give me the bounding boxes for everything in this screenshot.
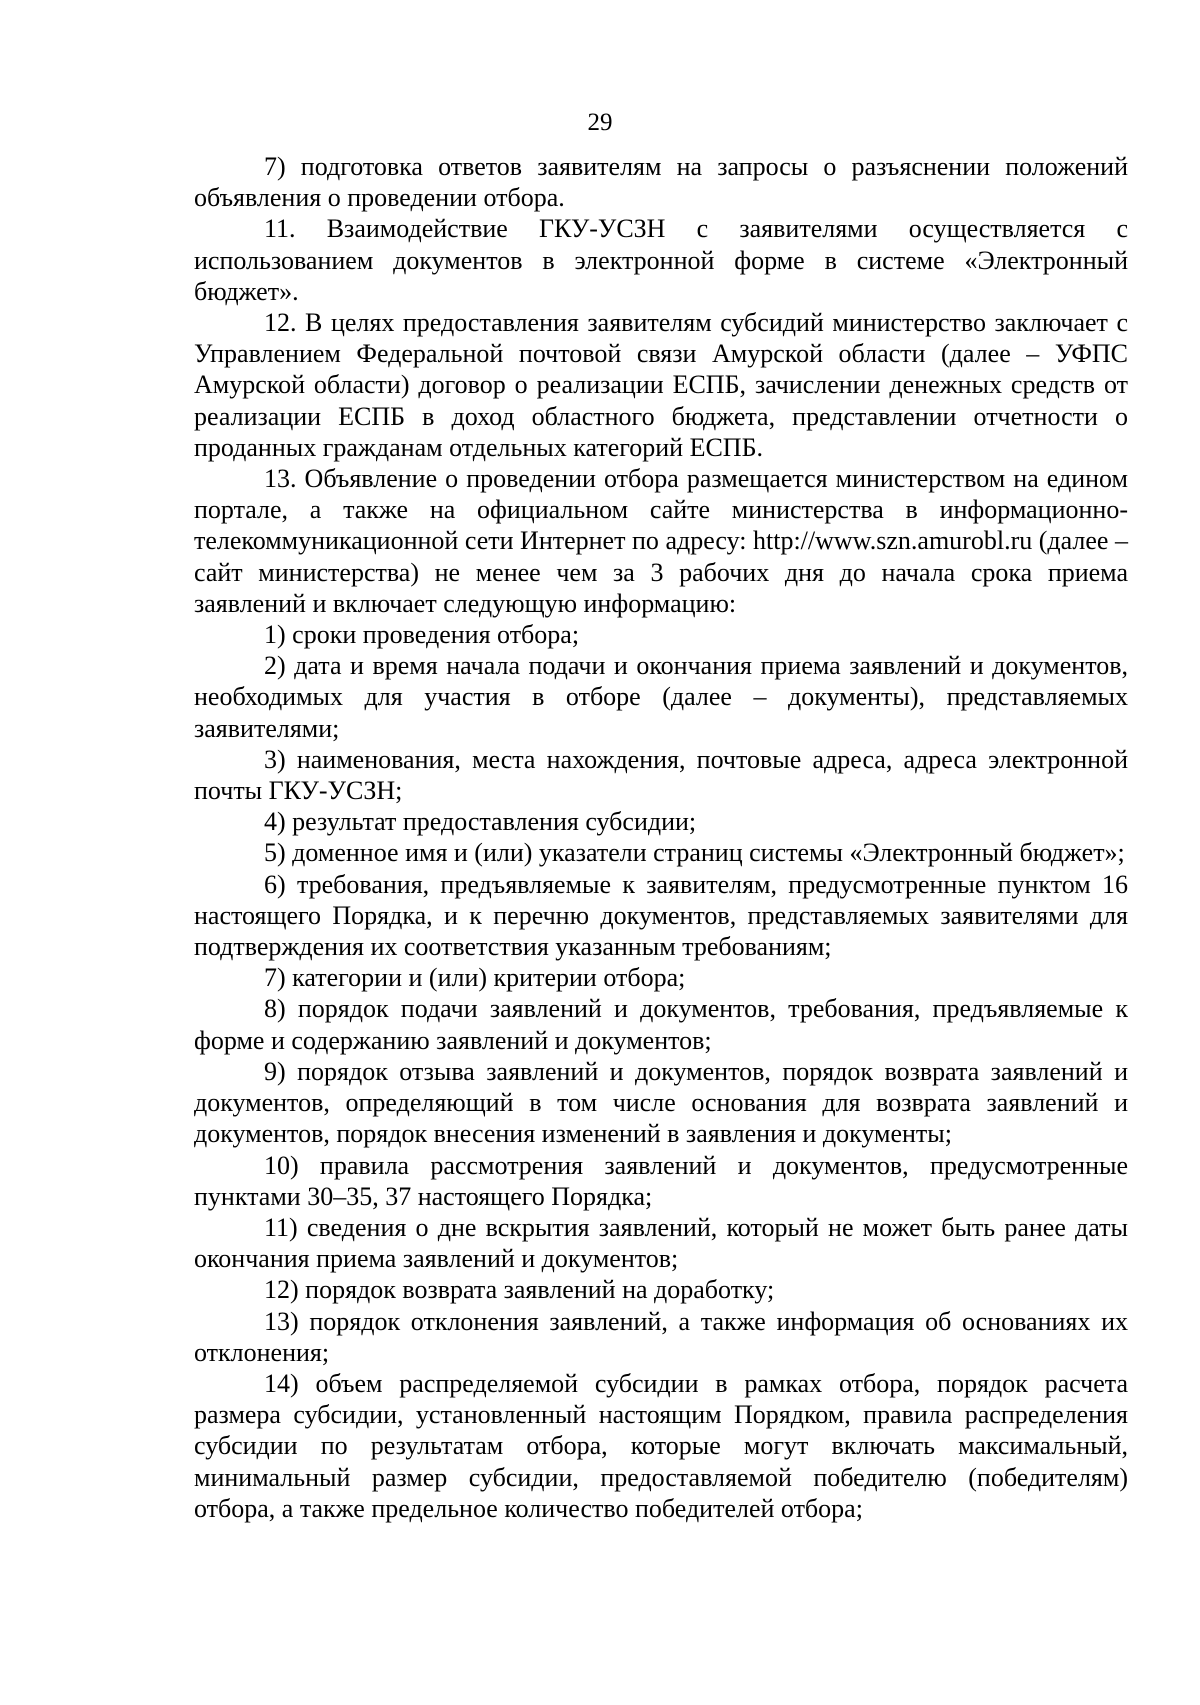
list-item-10: 10) правила рассмотрения заявлений и документов, предусмотренные пунктами 30–35, 37 настоящего Порядка;: [194, 1150, 1128, 1211]
document-body: [194, 151, 1128, 1524]
list-item-13: 13) порядок отклонения заявлений, а также информация об основаниях их отклонения;: [194, 1306, 1128, 1367]
list-item-4: 4) результат предоставления субсидии;: [264, 807, 697, 837]
list-item-3: 3) наименования, места нахождения, почтовые адреса, адреса электронной почты ГКУ-УСЗН;: [194, 744, 1128, 806]
paragraph-section-11: 11. Взаимодействие ГКУ-УСЗН с заявителями осуществляется с использованием документов в электронной форме в системе «Электронный бюджет».: [194, 214, 1128, 306]
paragraph-item-7-answers: 7) подготовка ответов заявителям на запросы о разъяснении положений объявления о проведении отбора.: [194, 152, 1128, 213]
list-item-14: 14) объем распределяемой субсидии в рамках отбора, порядок расчета размера субсидии, установленный настоящим Порядком, правила распределения субсидии по результатам отбора, которые могут включать максимальный, минимальный размер субсидии, предоставляемой победителю (победителям) отбора, а также предельное количество победителей отбора;: [194, 1368, 1128, 1523]
list-item-9: 9) порядок отзыва заявлений и документов, порядок возврата заявлений и документов, определяющий в том числе основания для возврата заявлений и документов, порядок внесения изменений в заявления и документы;: [194, 1056, 1128, 1149]
paragraph-section-12: 12. В целях предоставления заявителям субсидий министерство заключает с Управлением Федеральной почтовой связи Амурской области (далее – УФПС Амурской области) договор о реализации ЕСПБ, зачислении денежных средств от реализации ЕСПБ в доход областного бюджета, представлении отчетности о проданных гражданам отдельных категорий ЕСПБ.: [194, 308, 1128, 462]
list-item-12: 12) порядок возврата заявлений на доработку;: [264, 1275, 775, 1305]
list-item-8: 8) порядок подачи заявлений и документов, требования, предъявляемые к форме и содержанию заявлений и документов;: [194, 994, 1128, 1055]
list-item-6: 6) требования, предъявляемые к заявителям, предусмотренные пунктом 16 настоящего Порядка, и к перечню документов, представляемых заявителями для подтверждения их соответствия указанным требованиям;: [194, 869, 1128, 962]
list-item-2: 2) дата и время начала подачи и окончания приема заявлений и документов, необходимых для участия в отборе (далее – документы), представляемых заявителями;: [194, 651, 1128, 743]
list-item-5: 5) доменное имя и (или) указатели страниц системы «Электронный бюджет»;: [264, 838, 1125, 868]
list-item-1: 1) сроки проведения отбора;: [264, 620, 580, 650]
list-item-11: 11) сведения о дне вскрытия заявлений, который не может быть ранее даты окончания приема заявлений и документов;: [194, 1212, 1128, 1274]
paragraph-section-13: 13. Объявление о проведении отбора размещается министерством на едином портале, а также на официальном сайте министерства в информационно-телекоммуникационной сети Интернет по адресу: http://www.szn.amurobl.ru (далее – сайт министерства) не менее чем за 3 рабочих дня до начала срока приема заявлений и включает следующую информацию:: [194, 464, 1128, 618]
page-number: 29: [587, 109, 613, 136]
list-item-7: 7) категории и (или) критерии отбора;: [264, 963, 686, 993]
